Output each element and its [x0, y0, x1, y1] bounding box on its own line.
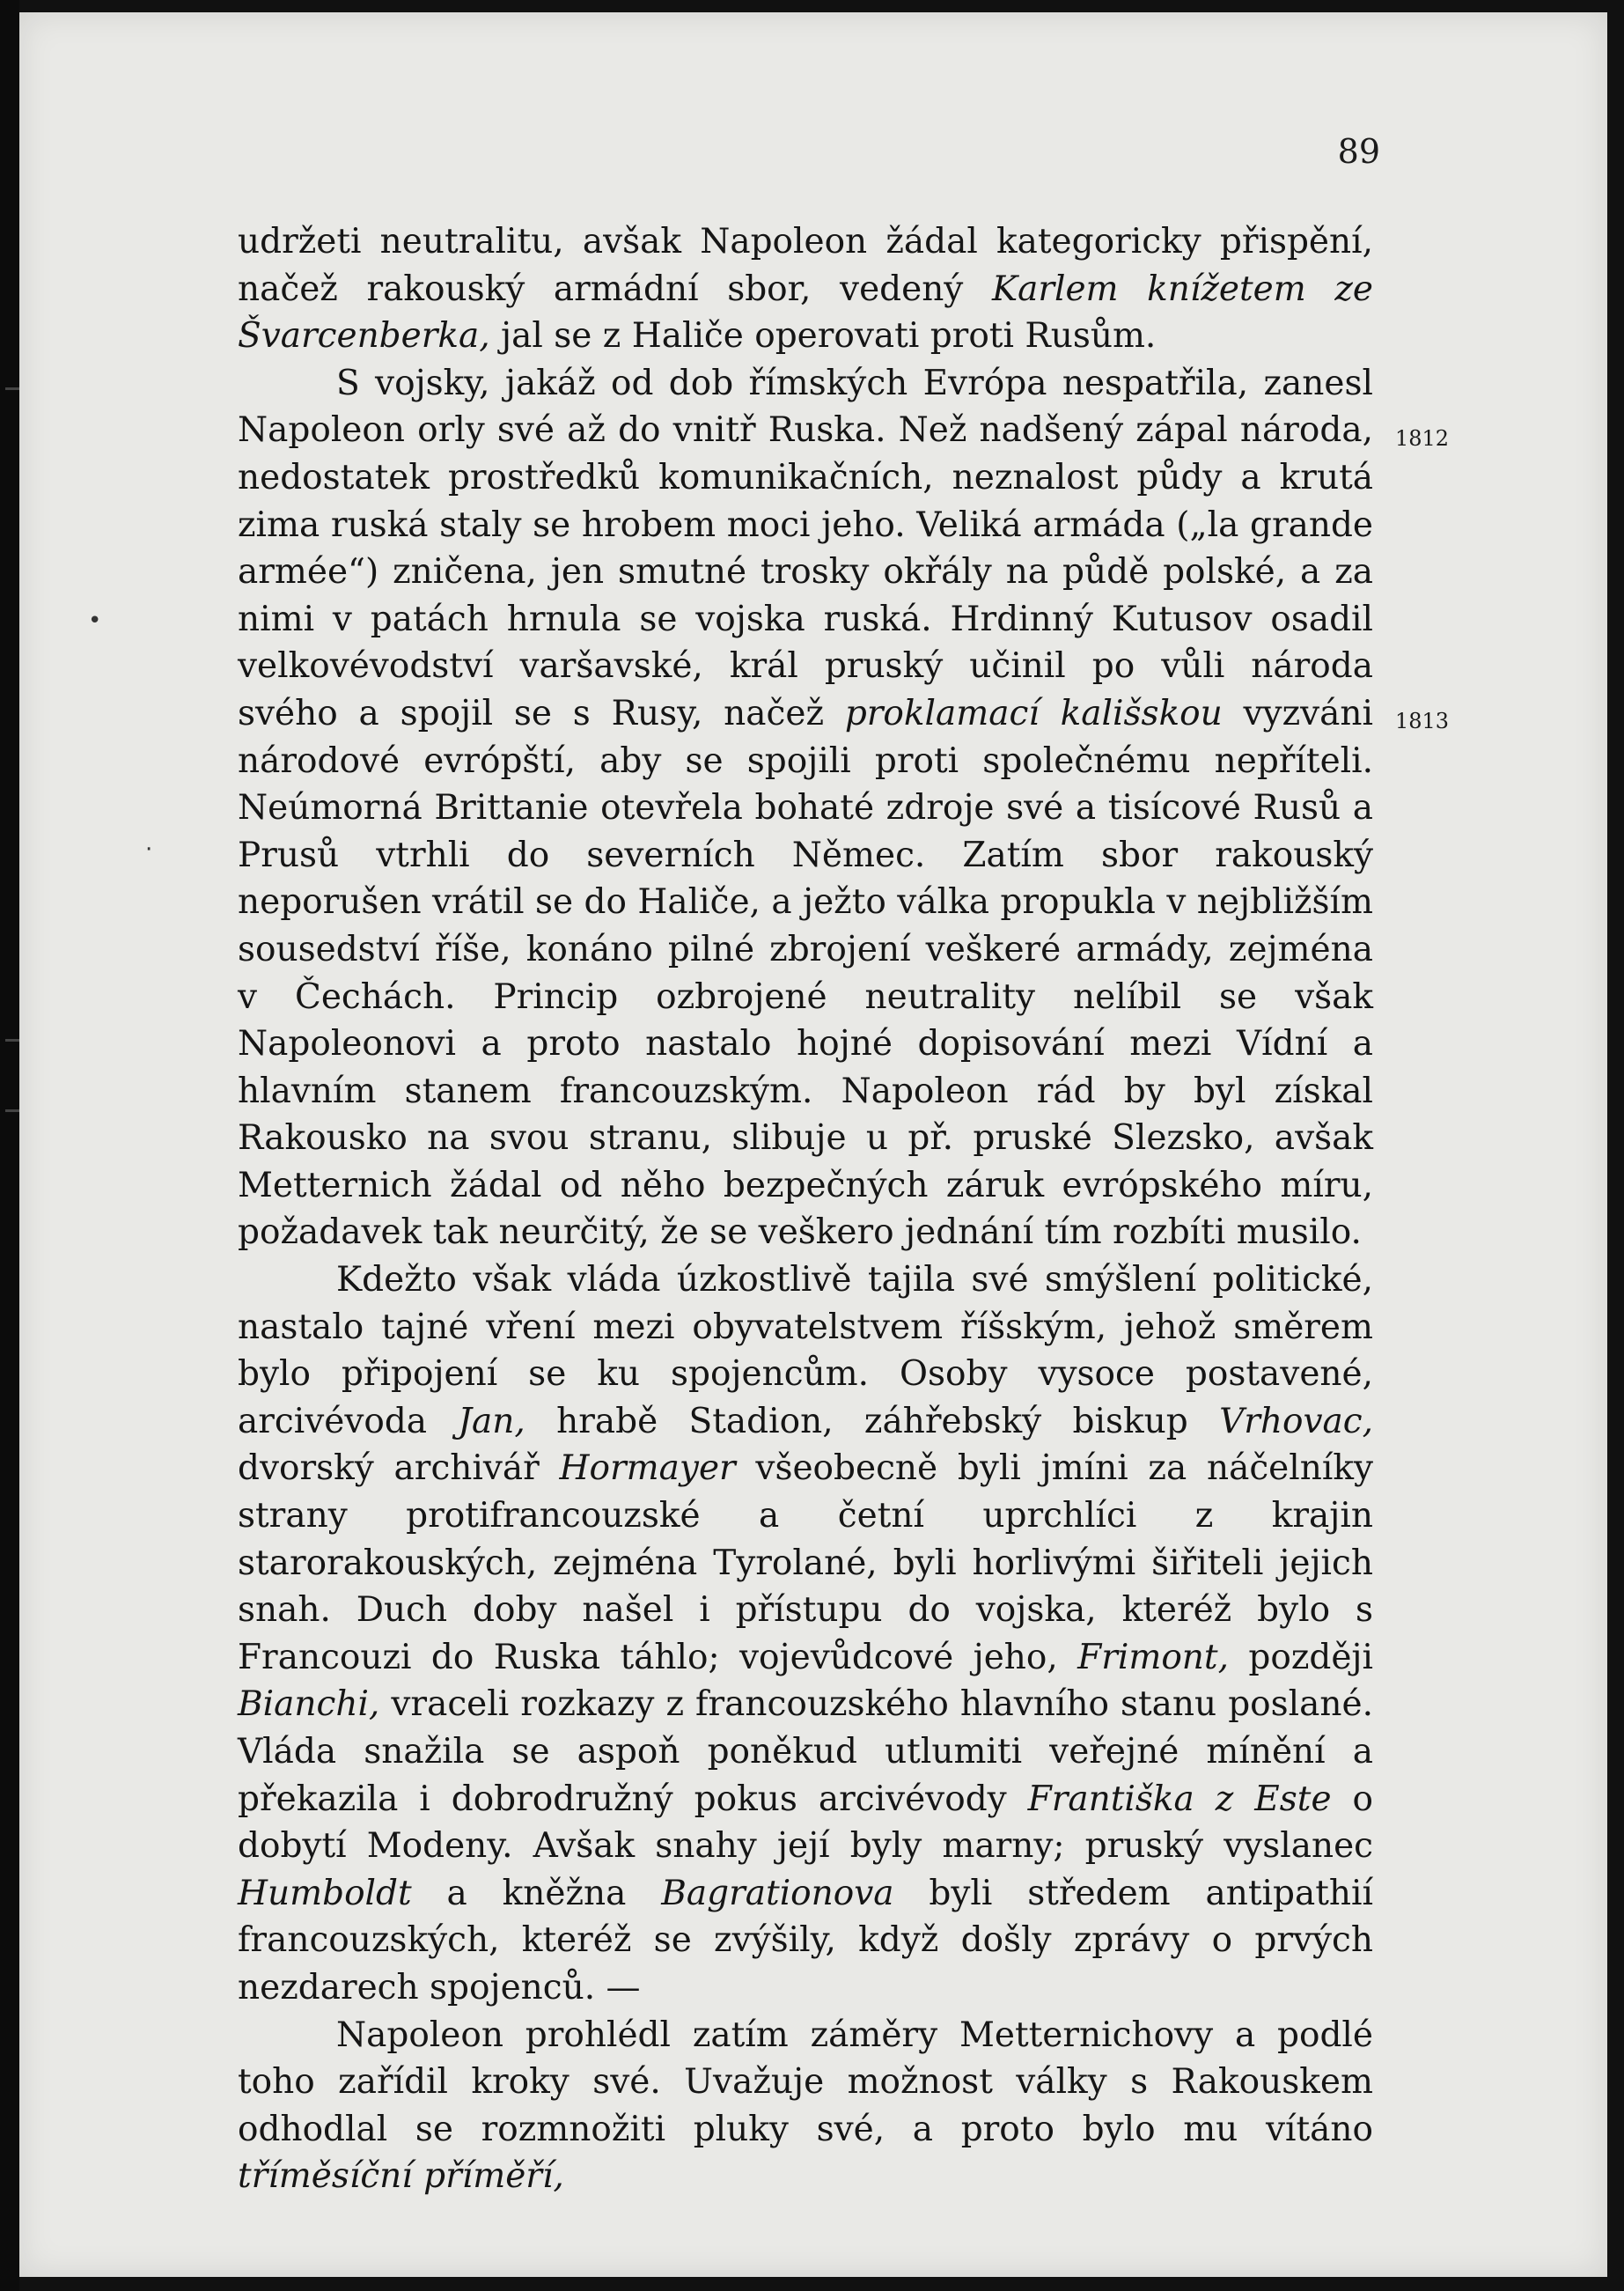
italic-text-segment: Hormayer: [559, 1448, 736, 1489]
paragraph: [238, 1256, 1373, 2012]
italic-text-segment: proklamací kališskou: [844, 693, 1223, 733]
text-segment: později: [1229, 1637, 1373, 1677]
italic-text-segment: Frimont,: [1077, 1637, 1229, 1677]
italic-text-segment: tříměsíční příměří,: [238, 2156, 564, 2197]
text-segment: S vojsky, jakáž od dob římských Evrópa nespatřila, zanesl Napoleon orly své až do vnitř Ruska. Než nadšený zápal národa, nedostatek prostředků komunikačních, neznalost půdy a krutá zima ruská staly se hrobem moci jeho. Veliká armáda („la grande armée“) zničena, jen smutné trosky okřály na půdě polské, a za nimi v patách hrnula se vojska ruská. Hrdinný Kutusov osadil velkovévodství varšavské, král pruský učinil po vůli národa svého a spojil se s Rusy, načež: [238, 363, 1373, 733]
italic-text-segment: Vrhovac,: [1219, 1401, 1373, 1441]
page-number: 89: [1337, 132, 1380, 171]
paragraph: [238, 2012, 1373, 2200]
text-segment: jal se z Haliče operovati proti Rusům.: [489, 316, 1157, 357]
ink-speck: ·: [145, 836, 153, 863]
text-segment: Napoleon prohlédl zatím záměry Metternichovy a podlé toho zařídil kroky své. Uvažuje možnost války s Rakouskem odhodlal se rozmnožiti pluky své, a proto bylo mu vítáno: [238, 2015, 1373, 2149]
text-segment: hrabě Stadion, záhřebský biskup: [525, 1401, 1220, 1441]
text-segment: udržeti neutralitu, avšak Napoleon žádal kategoricky přispění, načež rakouský armádní sbor, vedený: [238, 222, 1373, 309]
text-segment: vyzváni národové evrópští, aby se spojili proti společnému nepříteli. Neúmorná Brittanie otevřela bohaté zdroje své a tisícové Rusů a Prusů vtrhli do severních Němec. Zatím sbor rakouský neporušen vrátil se do Haliče, a ježto válka propukla v nejbližším sousedství říše, konáno pilné zbrojení veškeré armády, zejména v Čechách. Princip ozbrojené neutrality nelíbil se však Napoleonovi a proto nastalo hojné dopisování mezi Vídní a hlavním stanem francouzským. Napoleon rád by byl získal Rakousko na svou stranu, slibuje u př. pruské Slezsko, avšak Metternich žádal od něho bezpečných záruk evrópského míru, požadavek tak neurčitý, že se veškero jednání tím rozbíti musilo.: [238, 693, 1373, 1253]
text-segment: a kněžna: [411, 1873, 662, 1913]
paragraph: [238, 360, 1373, 1256]
text-segment: o dobytí Modeny. Avšak snahy její byly marny; pruský vyslanec: [238, 1779, 1373, 1867]
text-segment: všeobecně byli jmíni za náčelníky strany protifrancouzské a četní uprchlíci z krajin starorakouských, zejména Tyrolané, byli horlivými šiřiteli jejich snah. Duch doby našel i přístupu do vojska, kteréž bylo s Francouzi do Ruska táhlo; vojevůdcové jeho,: [238, 1448, 1373, 1677]
italic-text-segment: Humboldt: [238, 1873, 412, 1913]
italic-text-segment: Jan,: [458, 1401, 525, 1441]
italic-text-segment: Karlem knížetem ze Švarcenberka,: [238, 269, 1373, 357]
margin-year-note: 1812: [1395, 426, 1450, 451]
italic-text-segment: Bagrationova: [661, 1873, 894, 1913]
margin-year-note: 1813: [1395, 709, 1450, 733]
text-segment: Kdežto však vláda úzkostlivě tajila své smýšlení politické, nastalo tajné vření mezi obyvatelstvem říšským, jehož směrem bylo připojení se ku spojencům. Osoby vysoce postavené, arcivévoda: [238, 1260, 1373, 1441]
text-segment: byli středem antipathií francouzských, kteréž se zvýšily, když došly zprávy o prvých nezdarech spojenců. —: [238, 1873, 1373, 2007]
text-segment: vraceli rozkazy z francouzského hlavního stanu poslané. Vláda snažila se aspoň poněkud utlumiti veřejné mínění a překazila i dobrodružný pokus arcivévody: [238, 1684, 1373, 1819]
italic-text-segment: Bianchi,: [238, 1684, 380, 1725]
italic-text-segment: Františka z Este: [1027, 1779, 1332, 1819]
paragraph: [238, 218, 1373, 360]
ink-speck: •: [88, 608, 102, 634]
book-binding-edge: [0, 0, 19, 2291]
body-text: [238, 218, 1373, 2200]
text-segment: dvorský archivář: [238, 1448, 560, 1489]
